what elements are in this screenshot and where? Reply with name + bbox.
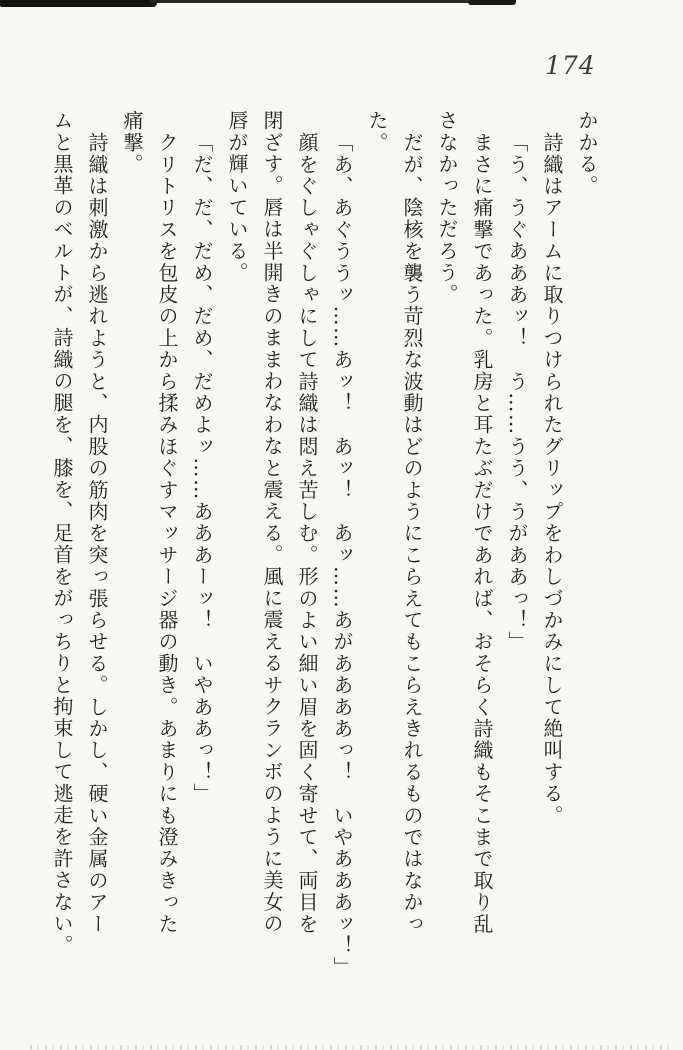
text-column: た。 (365, 110, 389, 154)
text-column: まさに痛撃であった。乳房と耳たぶだけであれば、おそらく詩織もそこまで取り乱 (470, 132, 494, 935)
text-column: 詩織は刺激から逃れようと、内股の筋肉を突っ張らせる。しかし、硬い金属のアー (85, 132, 109, 935)
text-column: 顔をぐしゃぐしゃにして詩織は悶え苦しむ。形のよい細い眉を固く寄せて、両目を (295, 132, 319, 935)
text-column: 「あ、あぐううッ……あッ！ あッ！ あッ……あがああああっ！ いやあああッ！」 (330, 132, 354, 979)
text-column: だが、陰核を襲う苛烈な波動はどのようにこらえてもこらえきれるものではなかっ (400, 132, 424, 935)
text-column: ムと黒革のベルトが、詩織の腿を、膝を、足首をがっちりと拘束して逃走を許さない。 (50, 110, 74, 957)
text-column: さなかっただろう。 (435, 110, 459, 306)
text-column: 「だ、だ、だめ、だめ、だめよッ……あああーッ！ いやああっ！」 (190, 132, 214, 805)
text-column: 「う、うぐあああッ！ う……うう、うがああっ！」 (505, 132, 529, 653)
scan-artifact-top-line (150, 0, 485, 3)
text-block (44, 110, 604, 1015)
scan-artifact-bottom-edge (30, 1045, 670, 1050)
scan-artifact-top-left (0, 0, 157, 7)
text-column: 閉ざす。唇は半開きのままわなわなと震える。風に震えるサクランボのように美女の (260, 110, 284, 935)
text-column: クリトリスを包皮の上から揉みほぐすマッサージ器の動き。あまりにも澄みきった (155, 132, 179, 935)
page-number: 174 (545, 51, 596, 80)
scan-artifact-top-right (468, 0, 516, 5)
text-column: 唇が輝いている。 (225, 110, 249, 284)
text-column: 痛撃。 (120, 110, 144, 176)
text-column: かかる。 (575, 110, 599, 197)
text-column: 詩織はアームに取りつけられたグリップをわしづかみにして絶叫する。 (540, 132, 564, 827)
